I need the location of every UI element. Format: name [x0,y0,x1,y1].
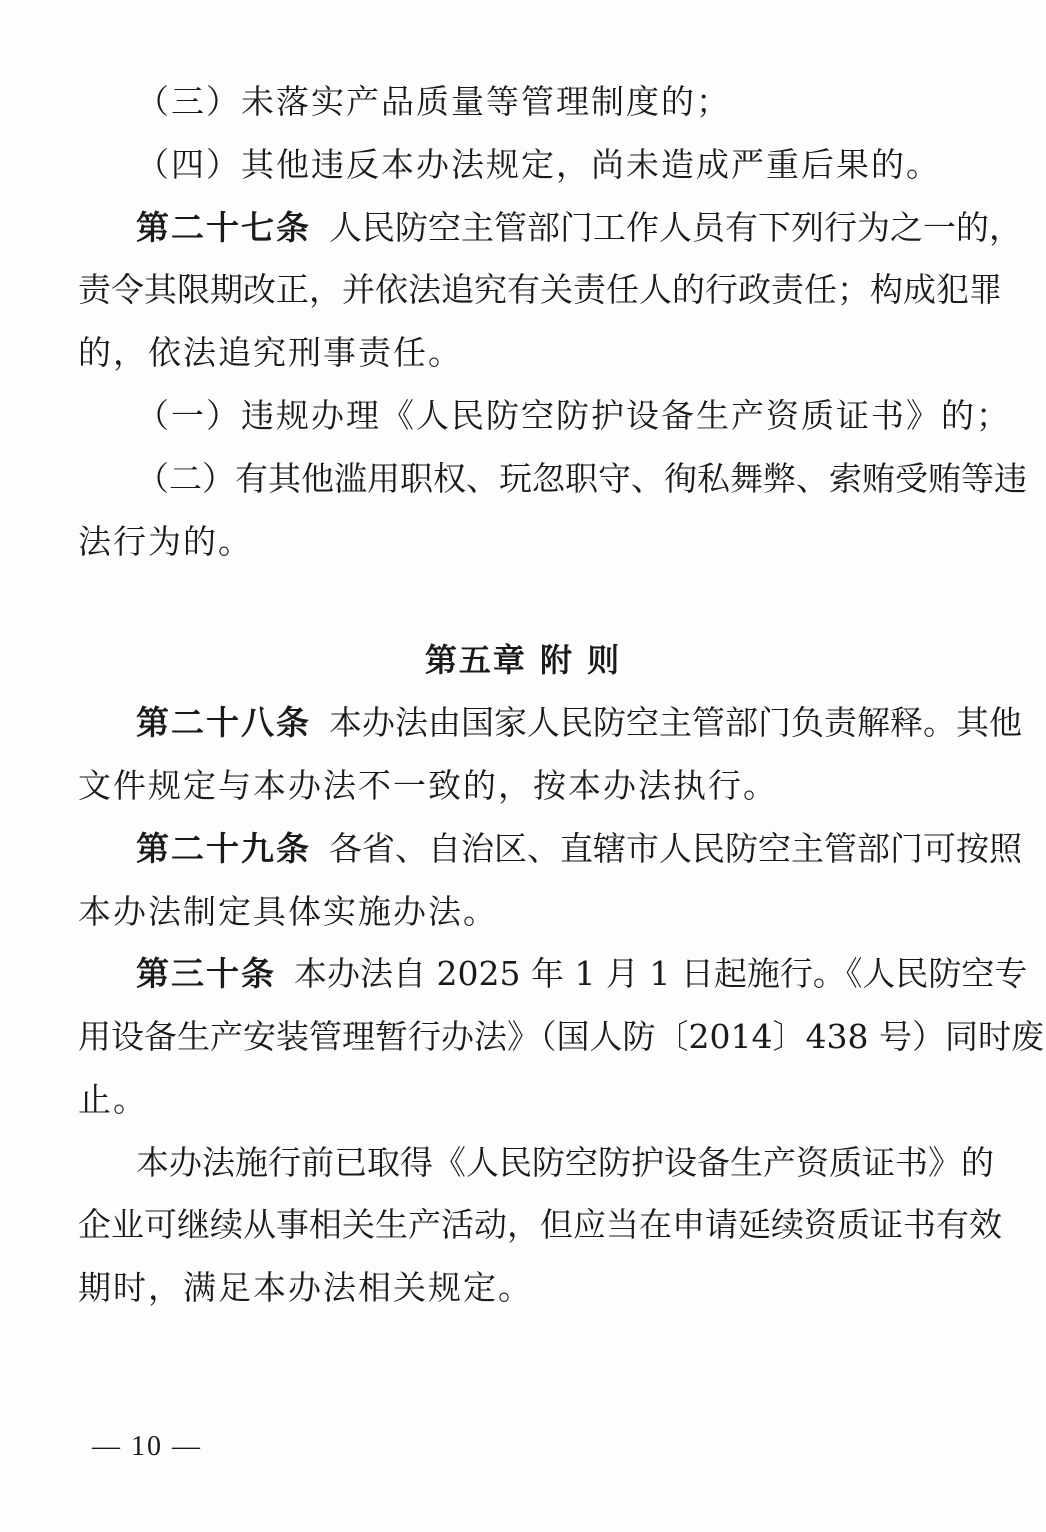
item-b-two-line-1 [78,459,1027,499]
article-28-line-2: 文件规定与本办法不一致的，按本办法执行。 [78,766,778,805]
article-27-label: 第二十七条 [136,208,311,247]
article-29-line-2: 本办法制定具体实施办法。 [78,892,498,931]
transition-text-1: 本办法施行前已取得《人民防空防护设备生产资质证书》的 [136,1143,994,1182]
article-29-line-1 [78,829,1022,869]
page-number: — 10 — [92,1431,202,1462]
item-b-one: （一）违规办理《人民防空防护设备生产资质证书》的； [136,396,1011,435]
article-28-line-1 [78,703,1022,743]
item-b-two-text: （二）有其他滥用职权、玩忽职守、徇私舞弊、索贿受贿等违 [136,459,1027,498]
item-b-two-line-2: 法行为的。 [78,522,253,561]
item-four: （四）其他违反本办法规定，尚未造成严重后果的。 [136,145,941,184]
item-three: （三）未落实产品质量等管理制度的； [136,82,731,121]
article-30-line-1 [78,954,1028,994]
article-29-text-1: 各省、自治区、直辖市人民防空主管部门可按照 [329,829,1022,868]
transition-line-2: 企业可继续从事相关生产活动，但应当在申请延续资质证书有效 [78,1205,1002,1244]
transition-line-3: 期时，满足本办法相关规定。 [78,1268,533,1307]
article-28-label: 第二十八条 [136,703,311,742]
article-27-line-3: 的，依法追究刑事责任。 [78,333,463,372]
transition-line-1 [78,1143,994,1183]
article-30-text-1: 本办法自 2025 年 1 月 1 日起施行。《人民防空专 [294,954,1028,993]
article-30-line-3: 止。 [78,1080,148,1119]
article-30-line-2: 用设备生产安装管理暂行办法》（国人防〔2014〕438 号）同时废 [78,1017,1044,1056]
article-27-text-1: 人民防空主管部门工作人员有下列行为之一的， [329,208,1022,247]
article-29-label: 第二十九条 [136,829,311,868]
article-28-text-1: 本办法由国家人民防空主管部门负责解释。其他 [329,703,1022,742]
article-27-line-2: 责令其限期改正，并依法追究有关责任人的行政责任；构成犯罪 [78,270,1002,309]
article-30-label: 第三十条 [136,954,276,993]
chapter-title: 第五章 附 则 [424,641,622,679]
article-27-line-1 [78,208,1022,248]
